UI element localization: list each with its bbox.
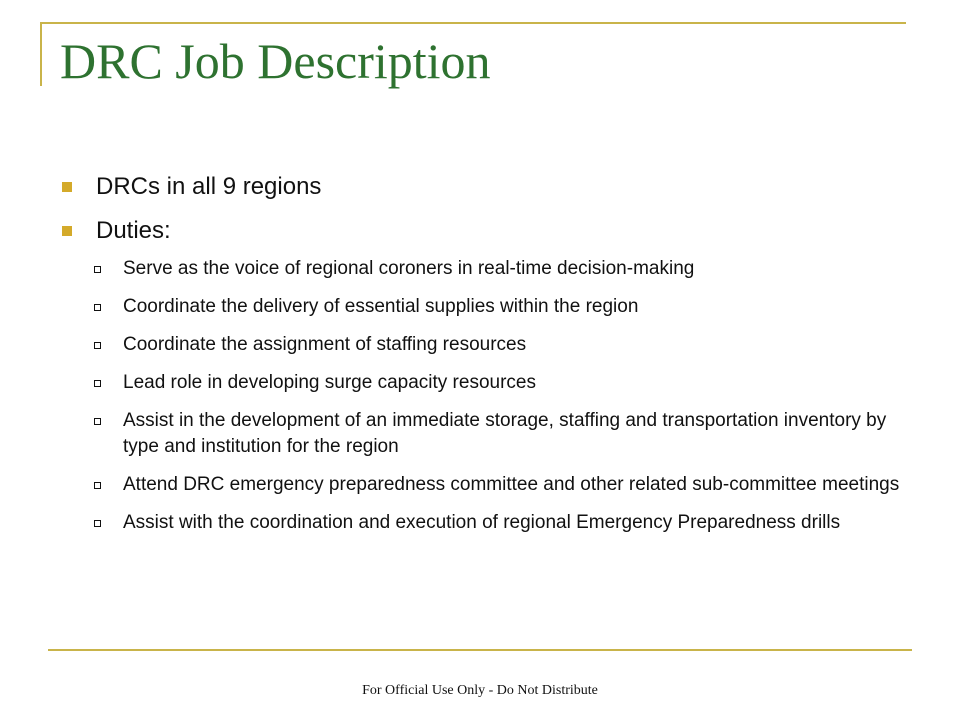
title-frame-top-line: [40, 22, 906, 24]
duty-text: Attend DRC emergency preparedness committee and other related sub-committee meetings: [123, 474, 900, 495]
duty-item: [94, 256, 910, 282]
duty-item: [94, 408, 910, 460]
duty-text: Assist with the coordination and execution of regional Emergency Preparedness drills: [123, 512, 841, 533]
bullet-text: DRCs in all 9 regions: [96, 173, 322, 200]
hollow-square-bullet-icon: [94, 380, 101, 387]
hollow-square-bullet-icon: [94, 418, 101, 425]
duty-item: [94, 370, 910, 396]
hollow-square-bullet-icon: [94, 304, 101, 311]
duty-text: Assist in the development of an immediate storage, staffing and transportation inventory by type and institution for the region: [123, 410, 887, 457]
bullet-duties: [60, 216, 910, 246]
footer-text: For Official Use Only - Do Not Distribute: [362, 683, 598, 698]
slide-title: DRC Job Description: [60, 33, 491, 89]
duty-text: Serve as the voice of regional coroners in real-time decision-making: [123, 258, 695, 279]
hollow-square-bullet-icon: [94, 520, 101, 527]
hollow-square-bullet-icon: [94, 266, 101, 273]
square-bullet-icon: [62, 226, 72, 236]
title-frame-left-line: [40, 22, 42, 86]
slide-content: [60, 172, 910, 548]
hollow-square-bullet-icon: [94, 342, 101, 349]
bullet-regions: [60, 172, 910, 202]
duty-item: [94, 510, 910, 536]
duty-item: [94, 472, 910, 498]
square-bullet-icon: [62, 182, 72, 192]
duty-text: Lead role in developing surge capacity resources: [123, 372, 536, 393]
footer-divider: [48, 649, 912, 651]
bullet-text: Duties:: [96, 217, 171, 244]
duties-list: [60, 256, 910, 536]
duty-text: Coordinate the assignment of staffing resources: [123, 334, 527, 355]
duty-text: Coordinate the delivery of essential supplies within the region: [123, 296, 639, 317]
hollow-square-bullet-icon: [94, 482, 101, 489]
duty-item: [94, 332, 910, 358]
duty-item: [94, 294, 910, 320]
